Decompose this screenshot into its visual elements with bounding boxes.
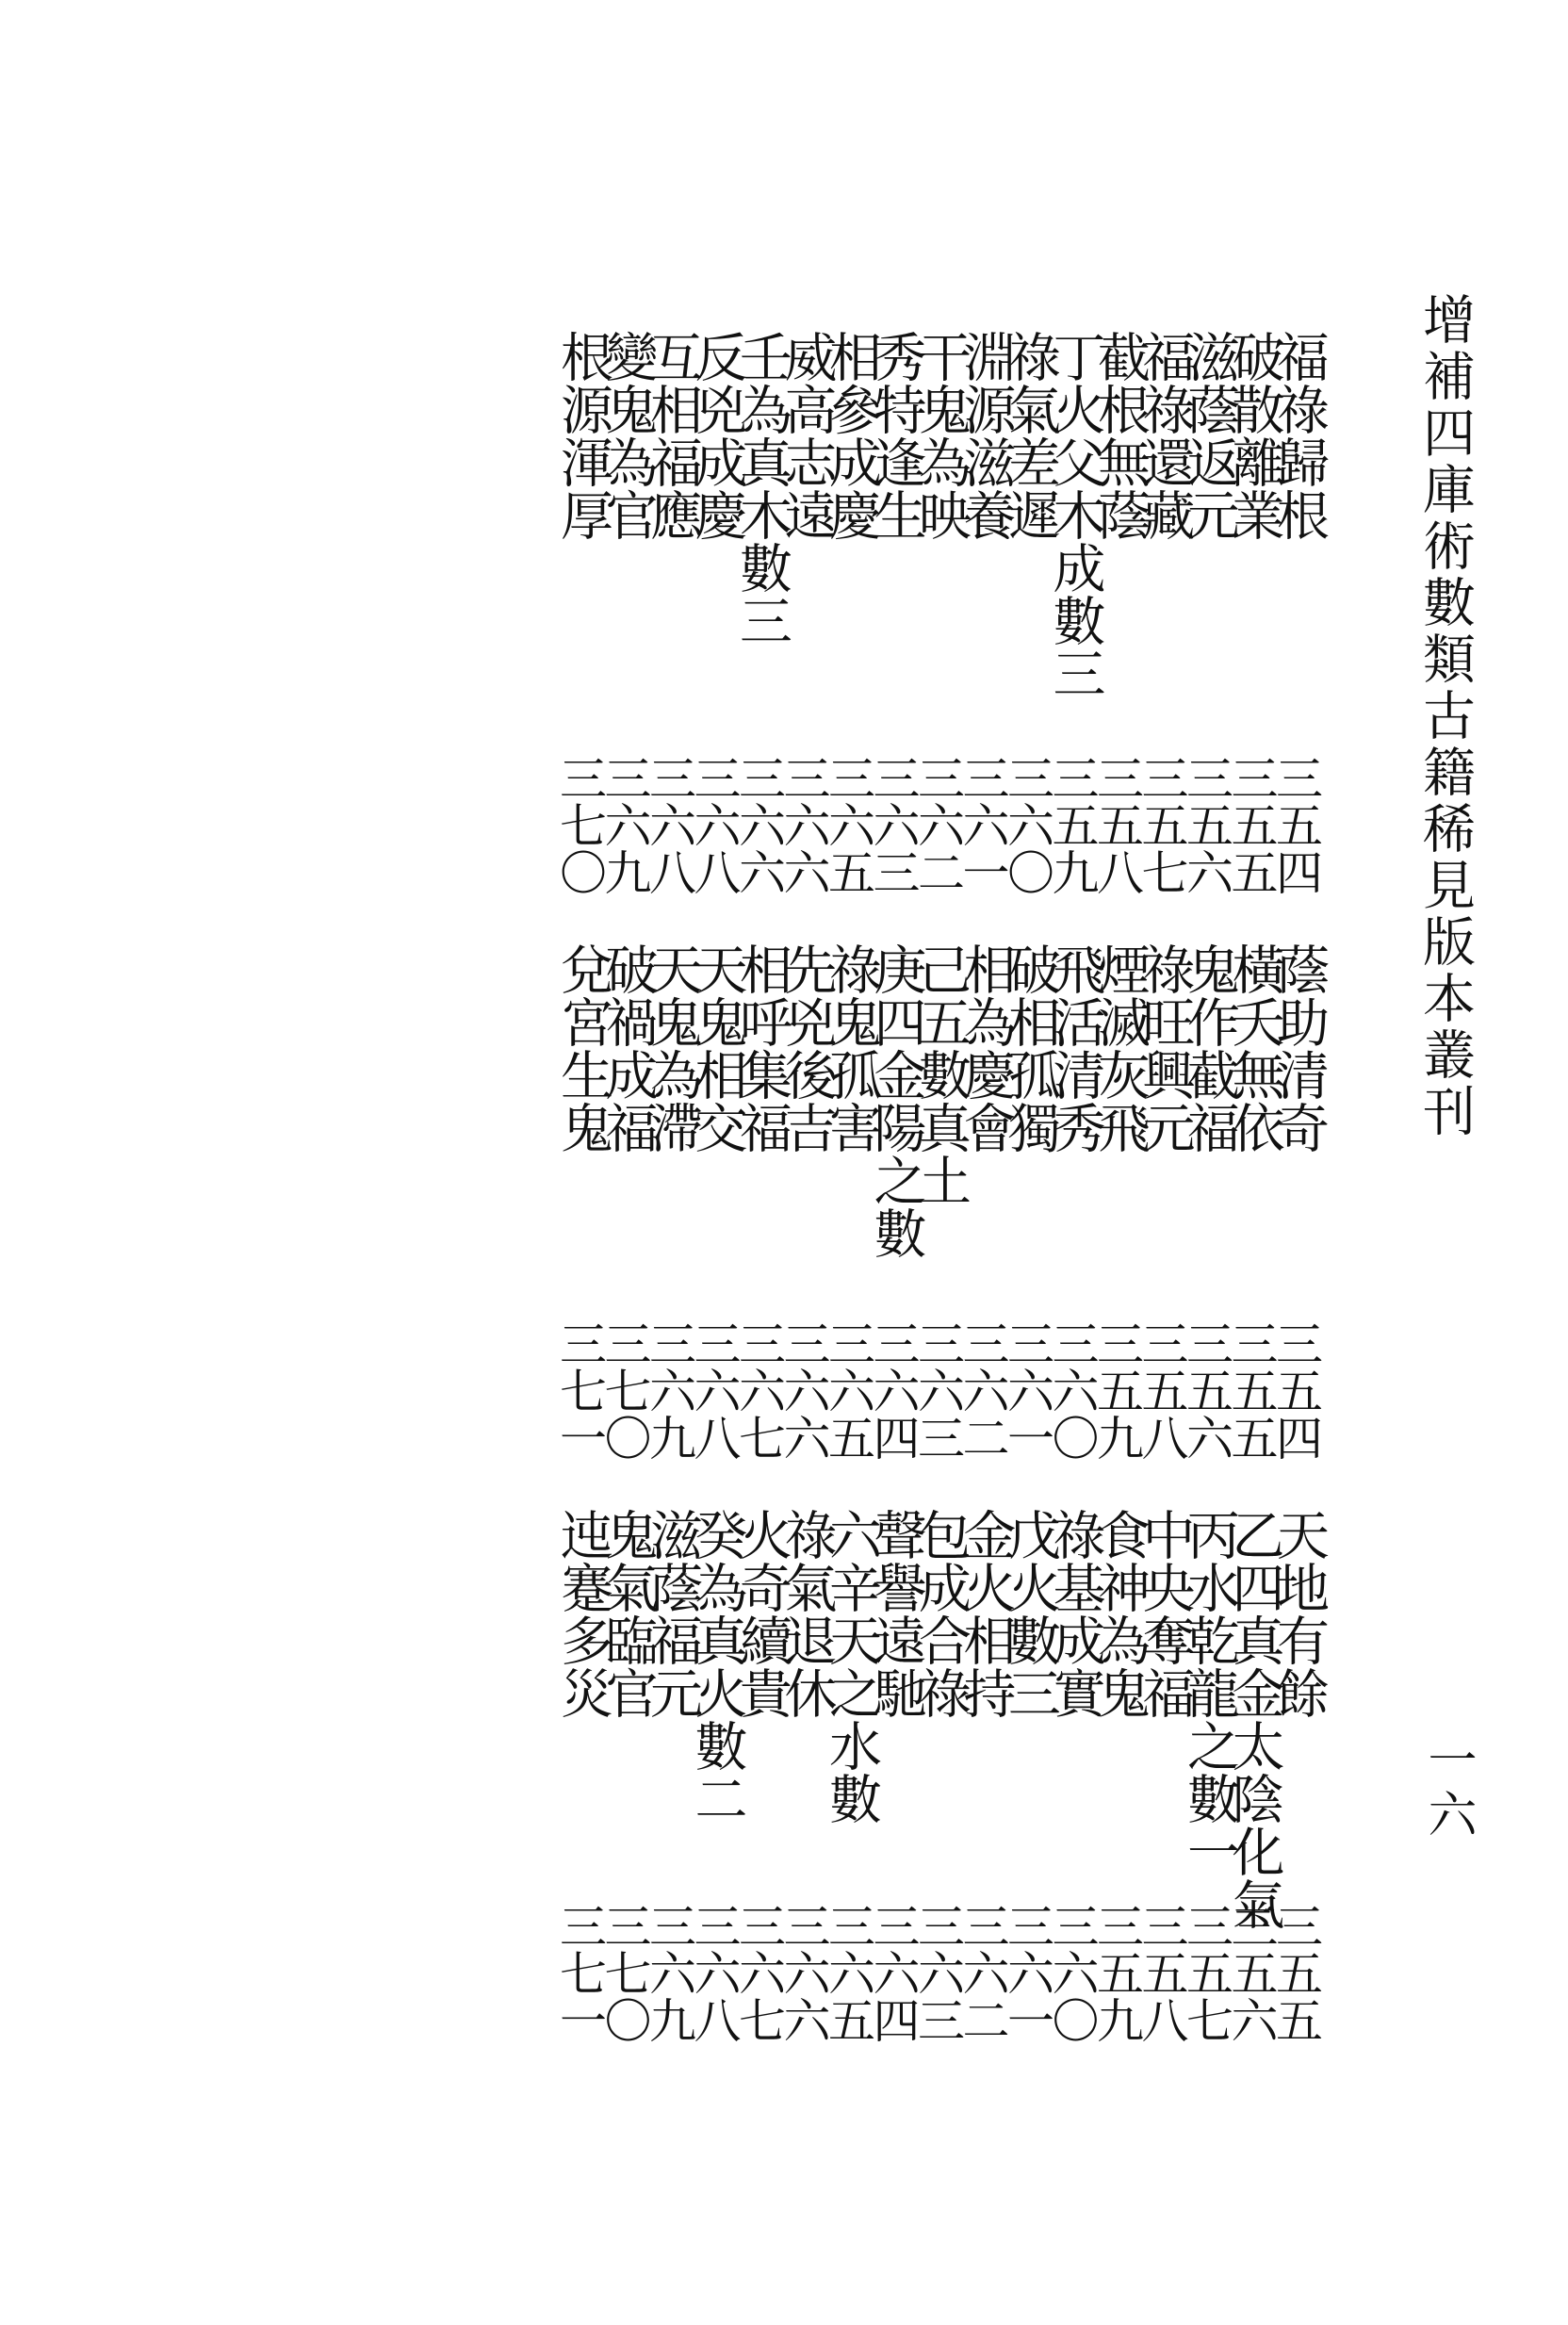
entry-title: 癸為真火數二: [686, 1508, 748, 1825]
entry-page: 三六六: [731, 754, 786, 895]
entry-page: 三五八: [1134, 1902, 1189, 2043]
entry-page: 三五六: [1223, 1902, 1279, 2043]
entry-title: 金火相持: [955, 1508, 1017, 1719]
entry-title: 壬為真木數三: [731, 330, 792, 647]
entry-page: 三五四: [1268, 1319, 1323, 1461]
entry-page: 三六二: [955, 1319, 1010, 1461]
entry-page: 三五七: [1134, 754, 1189, 895]
entry-title: 鬼作截福: [1179, 942, 1240, 1154]
entry-title: 截根無蔭: [1089, 330, 1151, 541]
entry-page: 三六五: [821, 754, 875, 895]
entry-page: 三六六: [776, 1319, 831, 1461]
entry-title: 祿旺興元: [1134, 942, 1196, 1154]
entry-title: 戊火數三: [1000, 1508, 1061, 1719]
entry-title: 火奇續貴: [731, 1508, 792, 1719]
entry-page: 三五九: [1044, 754, 1100, 895]
entry-title: 丙水乾龍之數一: [1179, 1508, 1240, 1877]
entry-title: 破禍成福: [596, 942, 659, 1154]
entry-page: 三五四: [1268, 754, 1323, 895]
entry-page: 三七一: [552, 1319, 607, 1461]
entry-title: 祿氣退休: [776, 1508, 838, 1719]
entry-title: 六辛天之水數: [821, 1508, 882, 1825]
entry-title: 互相福應: [642, 330, 703, 541]
entry-page: 三六五: [821, 1319, 875, 1461]
entry-page: 三六一: [955, 754, 1010, 895]
entry-page: 三六六: [776, 1902, 831, 2043]
entry-page: 三五五: [1223, 754, 1279, 895]
entry-page: 三六七: [731, 1319, 786, 1461]
entry-title: 鬼氣臨官: [596, 1508, 659, 1719]
entry-page: 三六九: [642, 1319, 696, 1461]
entry-title: 根源渾厚: [552, 330, 613, 541]
entry-page: 三六九: [642, 1902, 696, 2043]
entry-page: 三六四: [865, 1319, 921, 1461]
entry-page: 三六一: [1000, 1902, 1054, 2043]
entry-page: 三六〇: [1044, 1319, 1100, 1461]
entry-page: 三六五: [821, 1902, 875, 2043]
entry-page: 三七〇: [552, 754, 607, 895]
entry-page: 三六八: [642, 754, 696, 895]
entry-title: 乙四真金太陰化氣: [1223, 1508, 1285, 1930]
entry-title: 威高志遠: [776, 330, 838, 541]
entry-title: 先兇後吉: [776, 942, 838, 1154]
entry-title: 兌宮生鬼: [552, 942, 613, 1154]
entry-title: 變鬼為官: [596, 330, 659, 541]
entry-page: 三六六: [776, 754, 831, 895]
index-row: [552, 330, 613, 2120]
entry-page: 三七〇: [596, 1319, 652, 1461]
entry-title: 干鬼為映: [910, 330, 972, 541]
entry-title: 淵源滋養: [955, 330, 1017, 541]
entry-title: 相為慶會: [955, 942, 1017, 1154]
entry-page: 三五八: [1089, 754, 1144, 895]
entry-title: 破相孤獨: [1000, 942, 1061, 1154]
entry-page: 三六八: [686, 1902, 742, 2043]
entry-title: 己五數真土: [910, 942, 972, 1206]
entry-title: 蔭助清奇: [1268, 942, 1330, 1154]
entry-page: 三五九: [1089, 1902, 1144, 2043]
running-header: 增補四庫術數類古籍稀見版本叢刊: [1414, 292, 1476, 1140]
entry-page: 三五七: [1179, 1902, 1233, 2043]
entry-page: 三六四: [865, 1902, 921, 2043]
entry-title: 天鬼相交: [686, 942, 748, 1154]
entry-page: 三六二: [955, 1902, 1010, 2043]
entry-title: 祿鬼孤害: [821, 942, 882, 1154]
entry-title: 聲譽遠馳: [865, 1508, 927, 1719]
entry-title: 中央奪福: [1134, 1508, 1196, 1719]
entry-title: 迍蹇多災: [552, 1508, 613, 1719]
entry-title: 包成合祿: [910, 1508, 972, 1719]
entry-page: 三七一: [552, 1902, 607, 2043]
entry-page: 三七〇: [596, 1902, 652, 2043]
entry-page: 三五八: [1134, 1319, 1189, 1461]
entry-title: 祿基成實: [1044, 1508, 1106, 1719]
entry-page: 三六八: [686, 1319, 742, 1461]
entry-page: 三六三: [865, 754, 921, 895]
entry-page: 三五五: [1268, 1902, 1323, 2043]
entry-page: 三五九: [1089, 1319, 1144, 1461]
entry-title: 滋蔭返元: [1179, 330, 1240, 541]
entry-title: 祿氣差遲: [1000, 330, 1061, 541]
entry-title: 滋蔭福元: [642, 1508, 703, 1719]
entry-title: 天鬼為滯: [642, 942, 703, 1154]
entry-title: 福祿歸根: [1268, 330, 1330, 541]
entry-title: 相呼集福: [731, 942, 792, 1154]
entry-title: 橫夭無依: [1223, 942, 1285, 1154]
entry-title: 丁火父木成數三: [1044, 330, 1106, 699]
entry-page: 三六三: [910, 1319, 965, 1461]
entry-page: 三六〇: [1000, 754, 1054, 895]
entry-title: 反兇成慶: [686, 330, 748, 541]
entry-title: 相參成慶: [821, 330, 882, 541]
page-number: 一六: [1419, 1734, 1476, 1843]
entry-title: 福祿還藏: [1134, 330, 1196, 541]
entry-page: 三五五: [1223, 1319, 1279, 1461]
entry-title: 庚四金陽之數: [865, 942, 927, 1259]
entry-page: 三六七: [731, 1902, 786, 2043]
entry-page: 三六三: [910, 1902, 965, 2043]
entry-page: 三六九: [596, 754, 652, 895]
entry-page: 三六〇: [1044, 1902, 1100, 2043]
entry-page: 三六二: [910, 754, 965, 895]
entry-page: 三六八: [686, 754, 742, 895]
entry-title: 破散離業: [1223, 330, 1285, 541]
entry-title: 食神為鬼: [1089, 1508, 1151, 1719]
entry-title: 煙滅灰飛: [1089, 942, 1151, 1154]
entry-title: 秀特逢生: [865, 330, 927, 541]
entry-page: 三五六: [1179, 1319, 1233, 1461]
entry-title: 飛活清秀: [1044, 942, 1106, 1154]
entry-title: 天地有餘: [1268, 1508, 1330, 1719]
entry-page: 三六一: [1000, 1319, 1054, 1461]
entry-page: 三五六: [1179, 754, 1233, 895]
